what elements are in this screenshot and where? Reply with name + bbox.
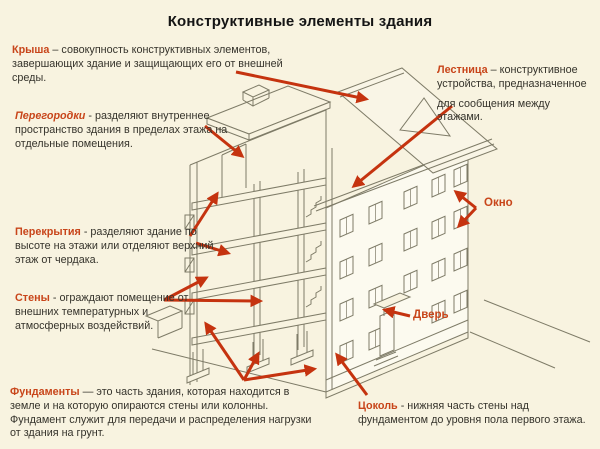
floors-definition-block [15,226,222,267]
stairs-definition2: для сообщения между этажами. [437,97,550,124]
foundation-definition-block [10,386,314,441]
partitions-term: Перегородки [15,110,86,122]
walls-definition-block [15,292,215,333]
walls-term: Стены [15,292,50,304]
stairs-definition-block [437,64,597,125]
foundation-definition: — это часть здания, которая находится в земле и на которую опираются стены или колонны. Фундамент служит для передачи и распределения нагрузки от здания на грунт. [10,386,312,440]
facade [326,146,468,398]
roof-definition: – совокупность конструктивных элементов, завершающих здание и защищающих его от внешней среды. [12,44,283,84]
socle-term: Цоколь [358,400,398,412]
stairs-term: Лестница [437,64,488,76]
partitions-definition-block [15,110,250,151]
roof-term: Крыша [12,44,50,56]
socle-definition-block [358,400,598,428]
socle-definition: - нижняя часть стены над фундаментом до уровня пола первого этажа. [358,400,586,426]
door-shape [380,310,394,356]
stairs-definition: – конструктивное устройства, предназначенное [437,64,587,90]
foundation-term: Фундаменты [10,386,80,398]
floors-term: Перекрытия [15,226,81,238]
staircase [306,196,321,307]
floors-definition: - разделяют здание по высоте на этажи или отделяют верхний этаж от чердака. [15,226,214,266]
page-title: Конструктивные элементы здания [167,13,433,30]
window-label: Окно [484,197,513,209]
partitions-definition: - разделяют внутреннее пространство здания в пределах этажа на отдельные помещения. [15,110,228,150]
walls-definition: - ограждают помещение от внешних температурных и атмосферных воздействий. [15,292,189,332]
door-label: Дверь [413,309,449,321]
roof-definition-block [12,44,300,85]
